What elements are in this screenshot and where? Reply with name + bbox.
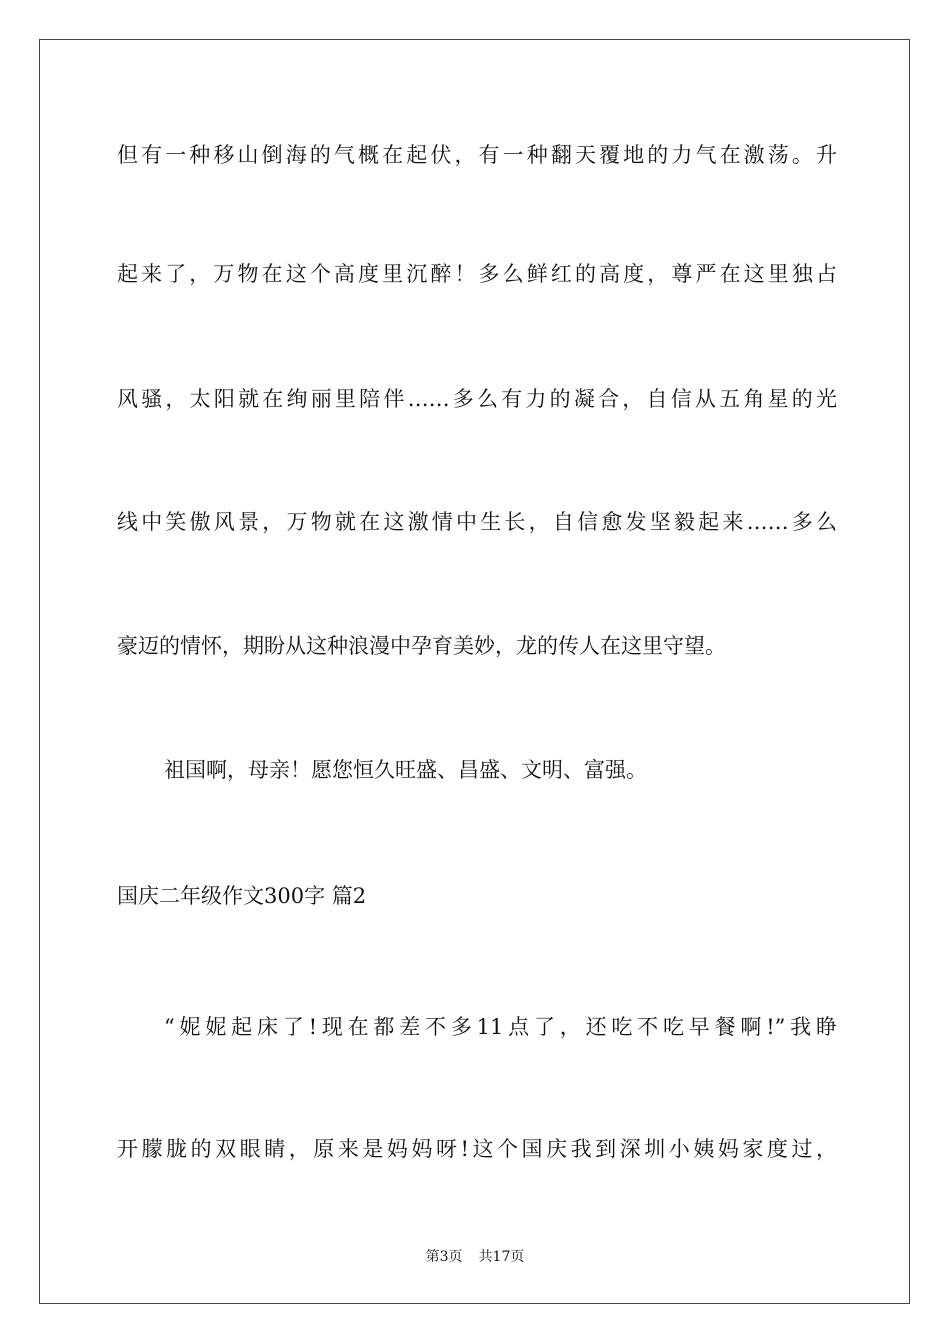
paragraph-line-2: 起来了，万物在这个高度里沉醉！多么鲜红的高度，尊严在这里独占 [117,262,837,286]
paragraph-line-4: 线中笑傲风景，万物就在这激情中生长，自信愈发坚毅起来……多么 [117,510,837,534]
paragraph-blessing: 祖国啊，母亲！愿您恒久旺盛、昌盛、文明、富强。 [164,758,647,782]
paragraph-line-3: 风骚，太阳就在绚丽里陪伴……多么有力的凝合，自信从五角星的光 [117,387,837,411]
page-total: 共17页 [478,1249,525,1265]
paragraph-line-6: “妮妮起床了!现在都差不多11点了，还吃不吃早餐啊!”我睁 [164,1015,837,1039]
page-footer [0,1248,950,1266]
section-heading: 国庆二年级作文300字 篇2 [117,884,367,908]
paragraph-line-7: 开朦胧的双眼睛，原来是妈妈呀!这个国庆我到深圳小姨妈家度过， [117,1137,837,1161]
paragraph-line-1: 但有一种移山倒海的气概在起伏，有一种翻天覆地的力气在激荡。升 [117,143,837,167]
paragraph-line-5: 豪迈的情怀，期盼从这种浪漫中孕育美妙，龙的传人在这里守望。 [117,634,726,658]
page-number: 第3页 [425,1249,463,1265]
page-border [39,39,910,1304]
